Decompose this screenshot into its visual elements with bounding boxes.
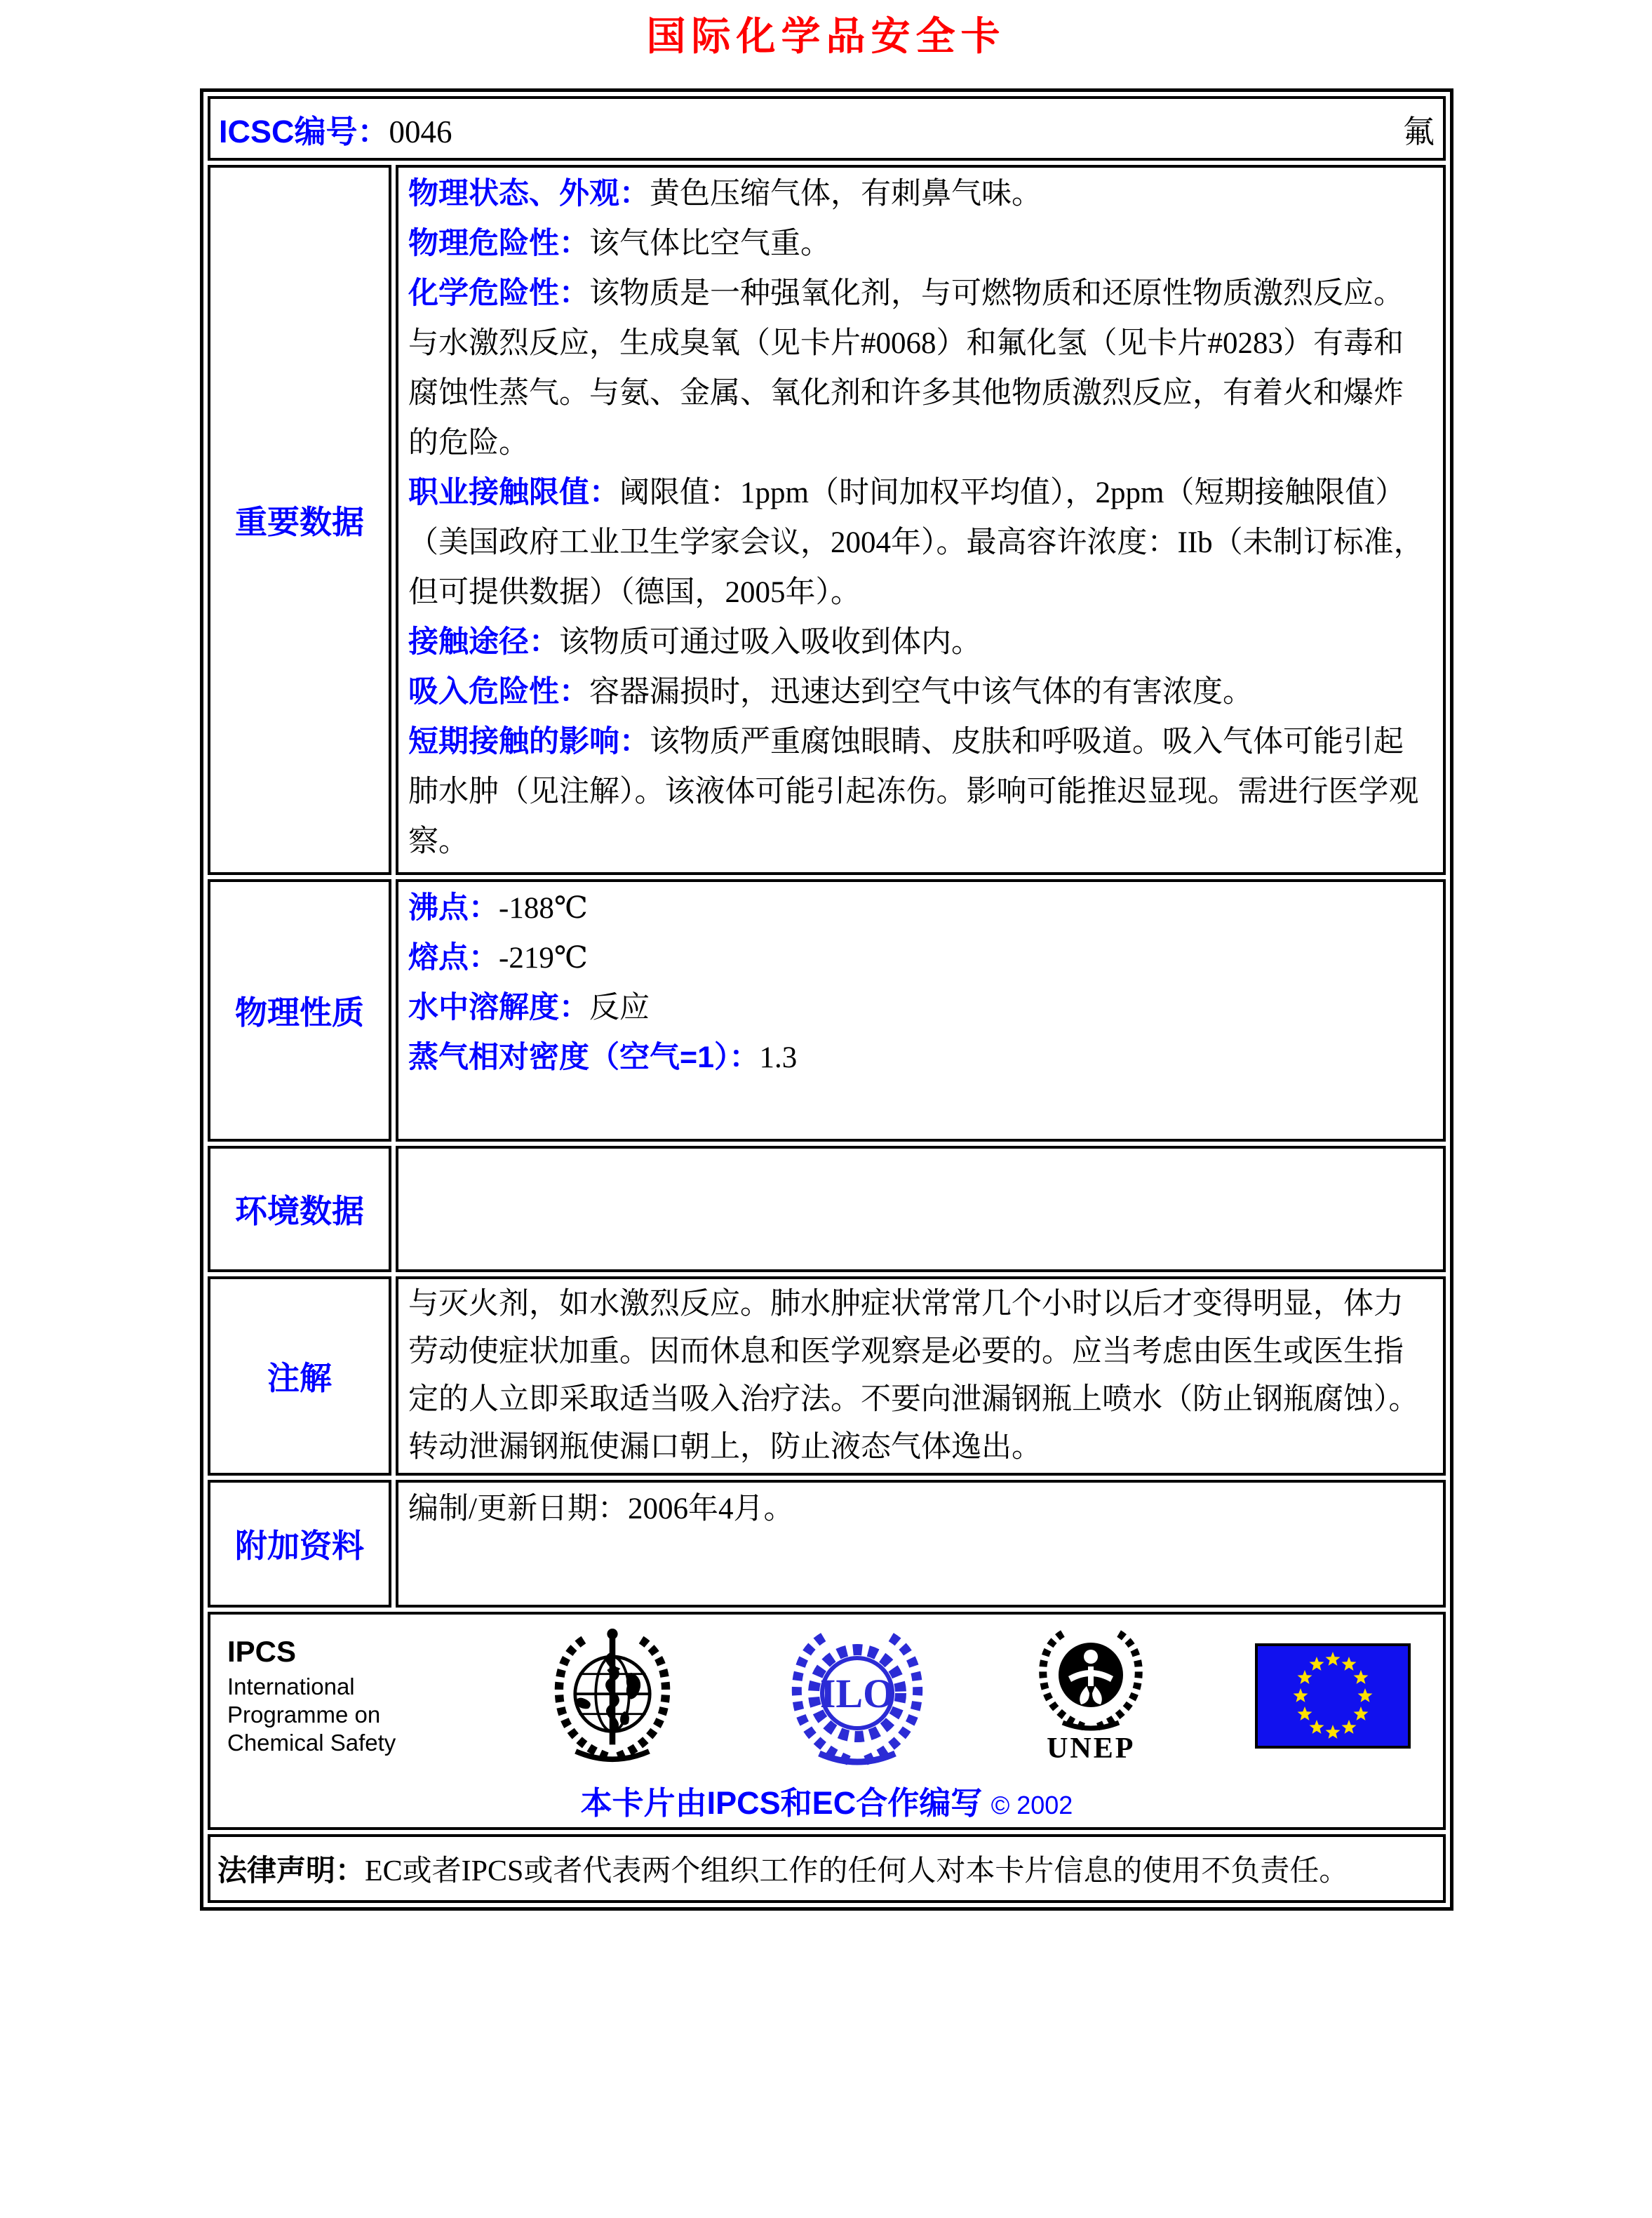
section-content-important-data bbox=[396, 165, 1446, 875]
copyright-text: © 2002 bbox=[990, 1791, 1073, 1819]
icsc-number-label: ICSC编号： bbox=[219, 113, 389, 149]
who-logo-icon bbox=[546, 1626, 679, 1766]
legal-row bbox=[208, 1834, 1446, 1903]
footer-caption-text: 本卡片由IPCS和EC合作编写 bbox=[580, 1785, 983, 1821]
section-row-important-data bbox=[208, 165, 1446, 875]
field-chemical-danger: 化学危险性：该物质是一种强氧化剂，与可燃物质和还原性物质激烈反应。与水激烈反应，生成臭氧（见卡片#0068）和氟化氢（见卡片#0283）有毒和腐蚀性蒸气。与氨、金属、氧化剂和许多其他物质激烈反应，有着火和爆炸的危险。 bbox=[408, 276, 1404, 460]
section-label-notes: 注解 bbox=[208, 1276, 391, 1476]
section-content-additional-information bbox=[396, 1480, 1446, 1608]
notes-text: 与灭火剂，如水激烈反应。肺水肿症状常常几个小时以后才变得明显，体力劳动使症状加重。因而休息和医学观察是必要的。应当考虑由医生或医生指定的人立即采取适当吸入治疗法。不要向泄漏钢瓶上喷水（防止钢瓶腐蚀）。转动泄漏钢瓶使漏口朝上，防止液态气体逸出。 bbox=[408, 1288, 1419, 1464]
section-label-additional-information: 附加资料 bbox=[208, 1480, 391, 1608]
icsc-number-value: 0046 bbox=[389, 114, 452, 149]
field-boiling-point: 沸点：-188℃ bbox=[408, 891, 588, 925]
section-content-notes bbox=[396, 1276, 1446, 1476]
card-footer-cell bbox=[208, 1612, 1446, 1830]
section-row-additional-information bbox=[208, 1480, 1446, 1608]
card-header-cell bbox=[208, 96, 1446, 161]
field-physical-state: 物理状态、外观：黄色压缩气体，有刺鼻气味。 bbox=[408, 177, 1042, 211]
card-header-row bbox=[208, 96, 1446, 161]
section-row-environmental-data bbox=[208, 1146, 1446, 1272]
section-label-important-data: 重要数据 bbox=[208, 165, 391, 875]
icsc-number bbox=[219, 106, 452, 152]
footer-caption bbox=[223, 1777, 1430, 1823]
field-physical-danger: 物理危险性：该气体比空气重。 bbox=[408, 227, 831, 260]
section-content-environmental-data bbox=[396, 1146, 1446, 1272]
legal-label: 法律声明： bbox=[217, 1854, 365, 1887]
field-occupational-exposure-limits: 职业接触限值：阈限值：1ppm（时间加权平均值），2ppm（短期接触限值）（美国政府工业卫生学家会议，2004年）。最高容许浓度：IIb（未制订标准，但可提供数据）（德国，2005年）。 bbox=[408, 476, 1424, 609]
unep-logo-icon bbox=[1035, 1627, 1147, 1732]
ipcs-acronym: IPCS bbox=[227, 1635, 297, 1668]
legal-text: EC或者IPCS或者代表两个组织工作的任何人对本卡片信息的使用不负责任。 bbox=[365, 1855, 1349, 1888]
section-content-physical-properties bbox=[396, 879, 1446, 1142]
unep-logo-block bbox=[1035, 1627, 1147, 1765]
ilo-monogram: ILO bbox=[819, 1671, 894, 1716]
eu-flag-icon bbox=[1255, 1643, 1411, 1749]
unep-label: UNEP bbox=[1047, 1732, 1136, 1765]
field-vapor-density: 蒸气相对密度（空气=1）：1.3 bbox=[408, 1041, 798, 1074]
field-inhalation-risk: 吸入危险性：容器漏损时，迅速达到空气中该气体的有害浓度。 bbox=[408, 675, 1253, 709]
section-label-environmental-data: 环境数据 bbox=[208, 1146, 391, 1272]
ipcs-text-block: IPCS International Programme on Chemical Safety bbox=[227, 1635, 438, 1757]
section-row-notes bbox=[208, 1276, 1446, 1476]
update-date-text: 编制/更新日期：2006年4月。 bbox=[408, 1492, 794, 1525]
field-melting-point: 熔点：-219℃ bbox=[408, 941, 588, 975]
section-row-physical-properties bbox=[208, 879, 1446, 1142]
page-title: 国际化学品安全卡 bbox=[646, 15, 1006, 59]
ilo-logo-icon bbox=[787, 1626, 927, 1766]
card-footer-row bbox=[208, 1612, 1446, 1830]
field-short-term-effects: 短期接触的影响：该物质严重腐蚀眼睛、皮肤和呼吸道。吸入气体可能引起肺水肿（见注解）。该液体可能引起冻伤。影响可能推迟显现。需进行医学观察。 bbox=[408, 725, 1419, 858]
icsc-card-table bbox=[200, 88, 1453, 1911]
section-label-physical-properties: 物理性质 bbox=[208, 879, 391, 1142]
field-exposure-routes: 接触途径：该物质可通过吸入吸收到体内。 bbox=[408, 625, 981, 659]
field-water-solubility: 水中溶解度：反应 bbox=[408, 991, 650, 1024]
chemical-name: 氟 bbox=[1402, 114, 1435, 149]
legal-cell bbox=[208, 1834, 1446, 1903]
